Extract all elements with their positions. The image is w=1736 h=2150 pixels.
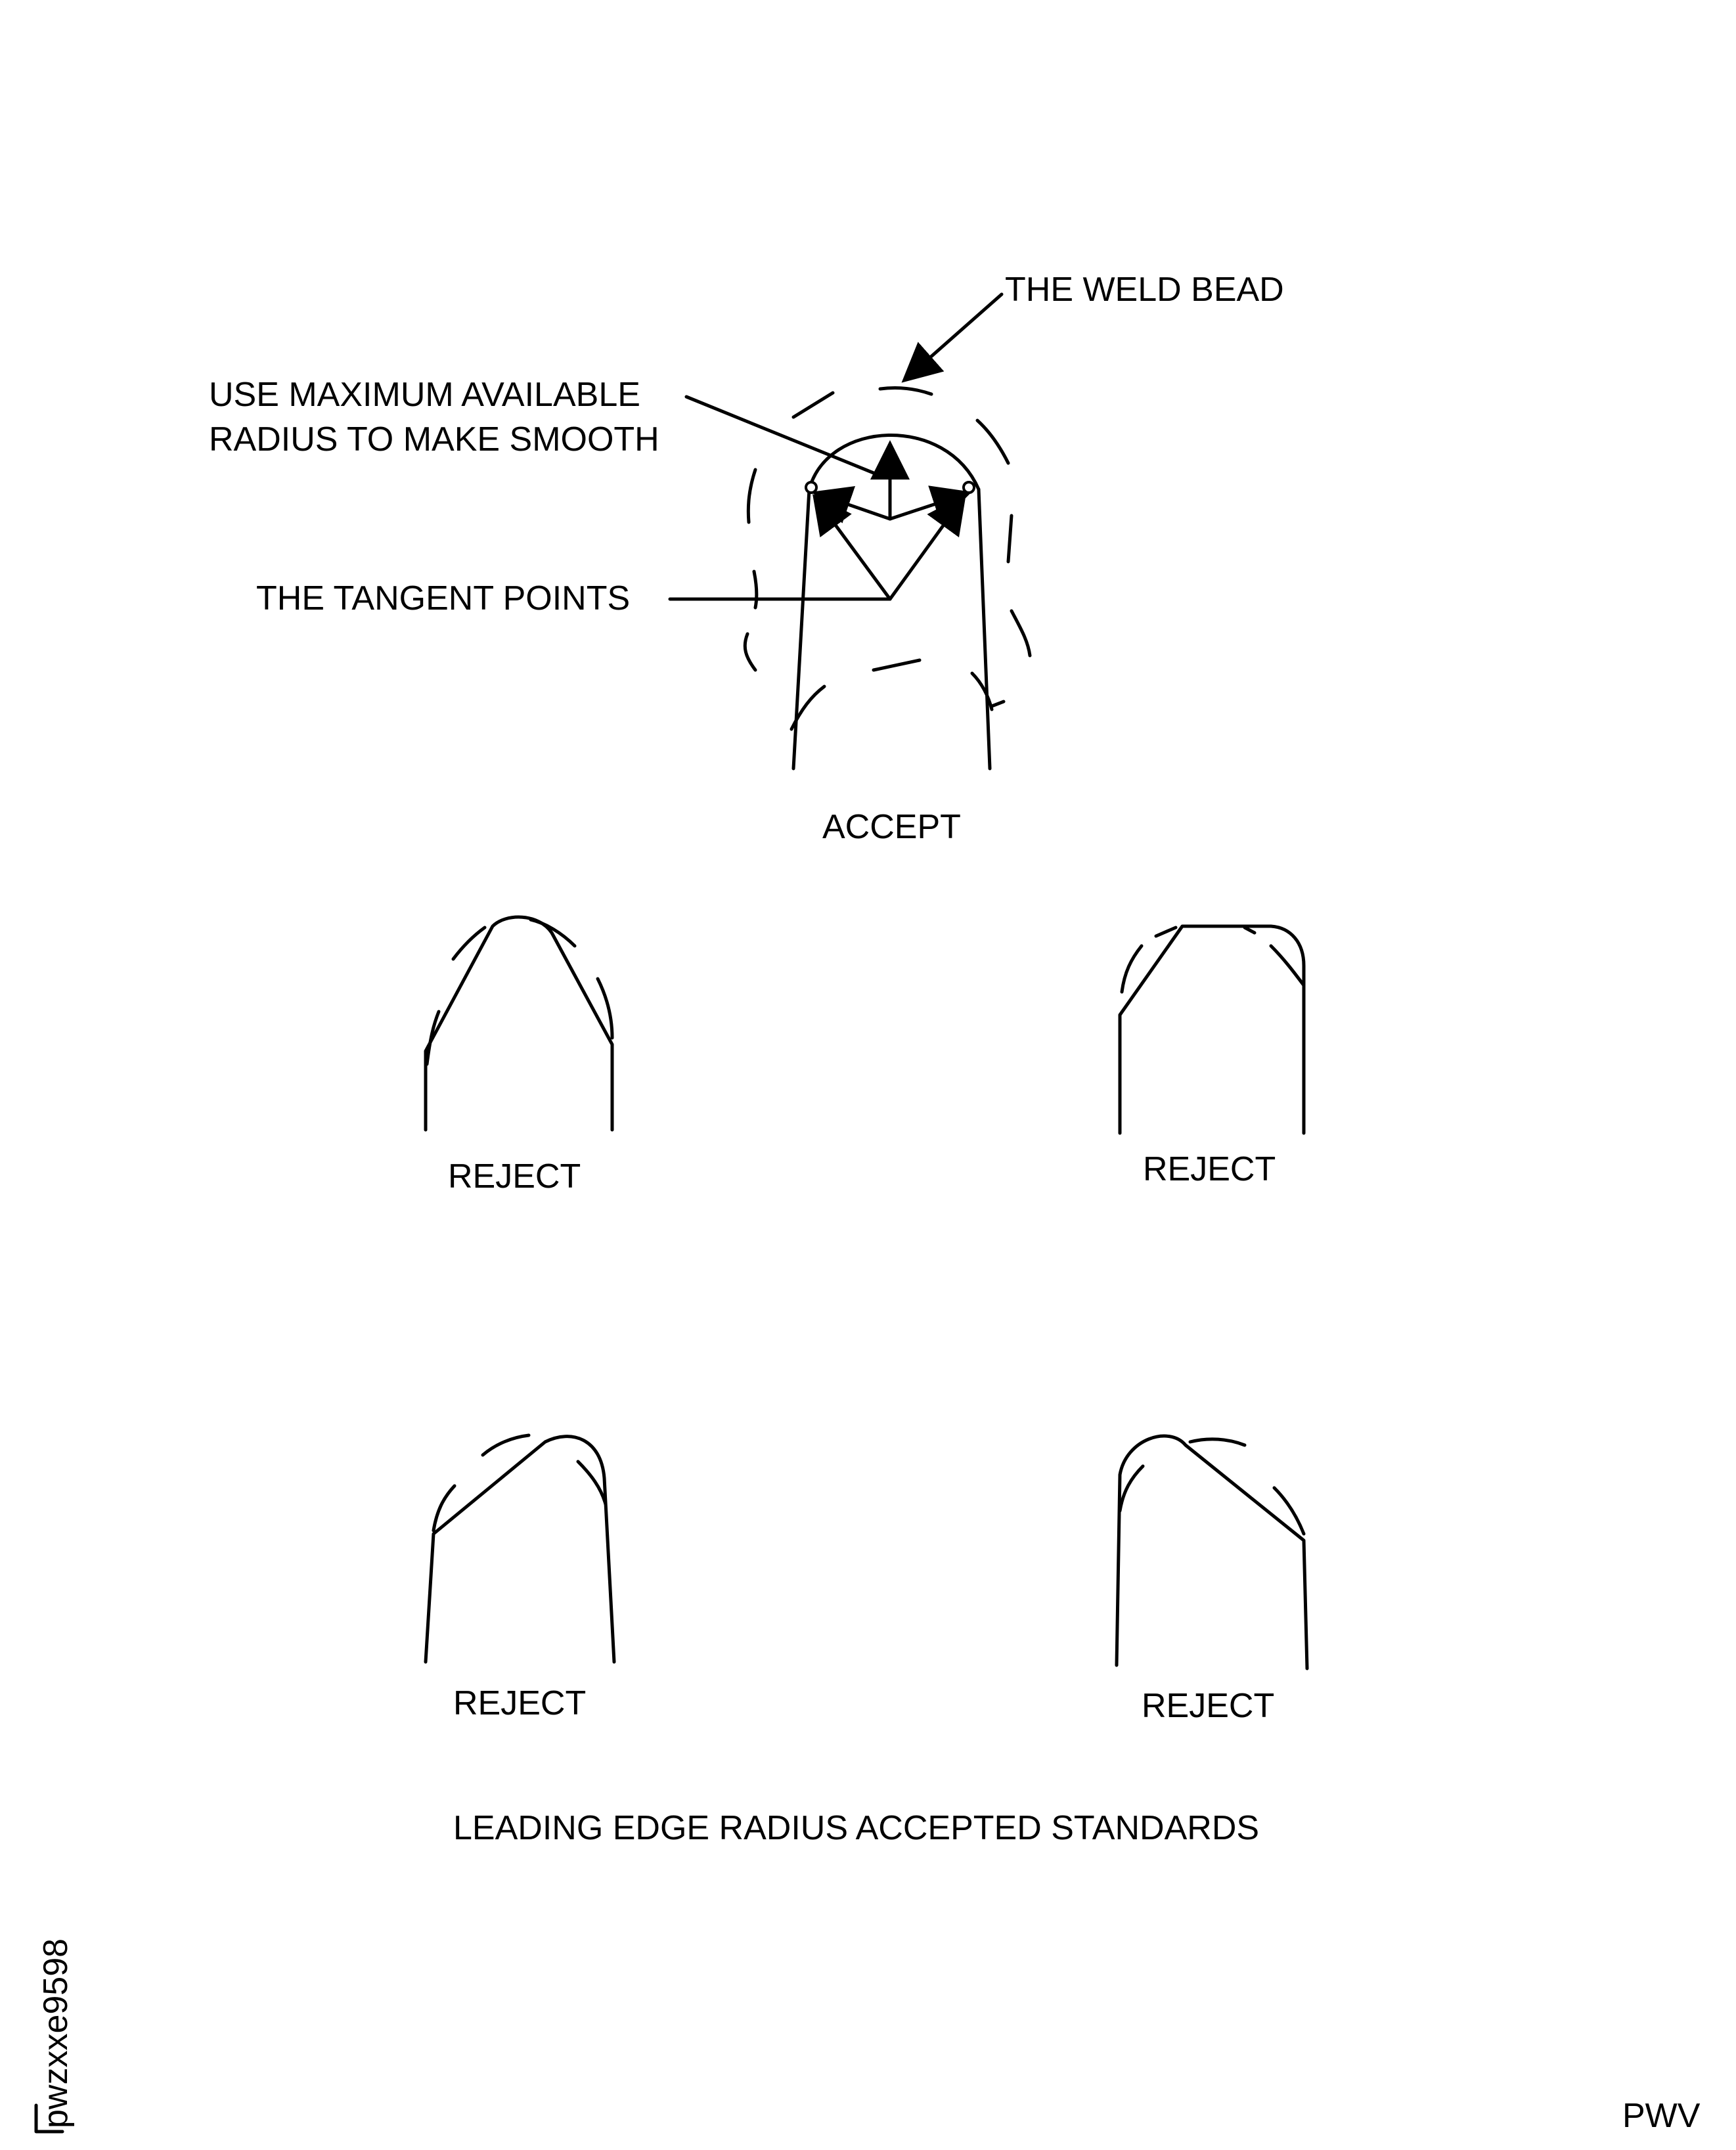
- weld-bead-dash: [874, 660, 920, 670]
- weld-bead-dash: [977, 420, 1008, 463]
- reject-figure-1: [426, 917, 612, 1130]
- reject-label-3: REJECT: [453, 1684, 587, 1722]
- reject-label-1: REJECT: [448, 1157, 581, 1196]
- weld-bead-dash: [745, 634, 755, 670]
- weld-bead-dash: [992, 702, 1004, 706]
- weld-bead-dash: [793, 393, 833, 417]
- accept-left-wall: [793, 489, 809, 769]
- weld-bead-dash: [748, 470, 755, 522]
- accept-figure: [670, 294, 1030, 769]
- use-max-label-line2: RADIUS TO MAKE SMOOTH: [209, 420, 659, 459]
- weld-bead-dash: [1008, 516, 1012, 562]
- weld-bead-dash: [1012, 611, 1030, 656]
- reject-figure-4: [1117, 1436, 1307, 1668]
- tangent-points-label: THE TANGENT POINTS: [256, 579, 631, 617]
- weld-bead-label: THE WELD BEAD: [1005, 271, 1284, 309]
- figure-id-group: [36, 1938, 75, 2132]
- footer-code: PWV: [1622, 2097, 1701, 2135]
- figure-caption: LEADING EDGE RADIUS ACCEPTED STANDARDS: [453, 1809, 1260, 1847]
- reject-figure-2: [1120, 926, 1304, 1133]
- use-max-leader: [686, 397, 874, 473]
- reject-figure-3: [426, 1435, 614, 1662]
- accept-label: ACCEPT: [822, 808, 961, 846]
- reject-label-4: REJECT: [1142, 1687, 1275, 1725]
- weld-bead-dash: [754, 571, 757, 608]
- weld-bead-dash: [972, 673, 992, 709]
- weld-bead-leader: [906, 294, 1002, 378]
- use-max-label-line1: USE MAXIMUM AVAILABLE: [209, 376, 640, 414]
- accept-right-wall: [979, 489, 990, 769]
- reject-label-2: REJECT: [1143, 1150, 1276, 1188]
- accept-radius-arc: [809, 435, 979, 489]
- tangent-point-right: [964, 482, 974, 493]
- radius-arrow-right: [890, 494, 966, 519]
- tangent-point-left: [806, 482, 816, 493]
- weld-bead-dash: [880, 388, 931, 394]
- figure-id: pwzxxe9598: [37, 1938, 75, 2128]
